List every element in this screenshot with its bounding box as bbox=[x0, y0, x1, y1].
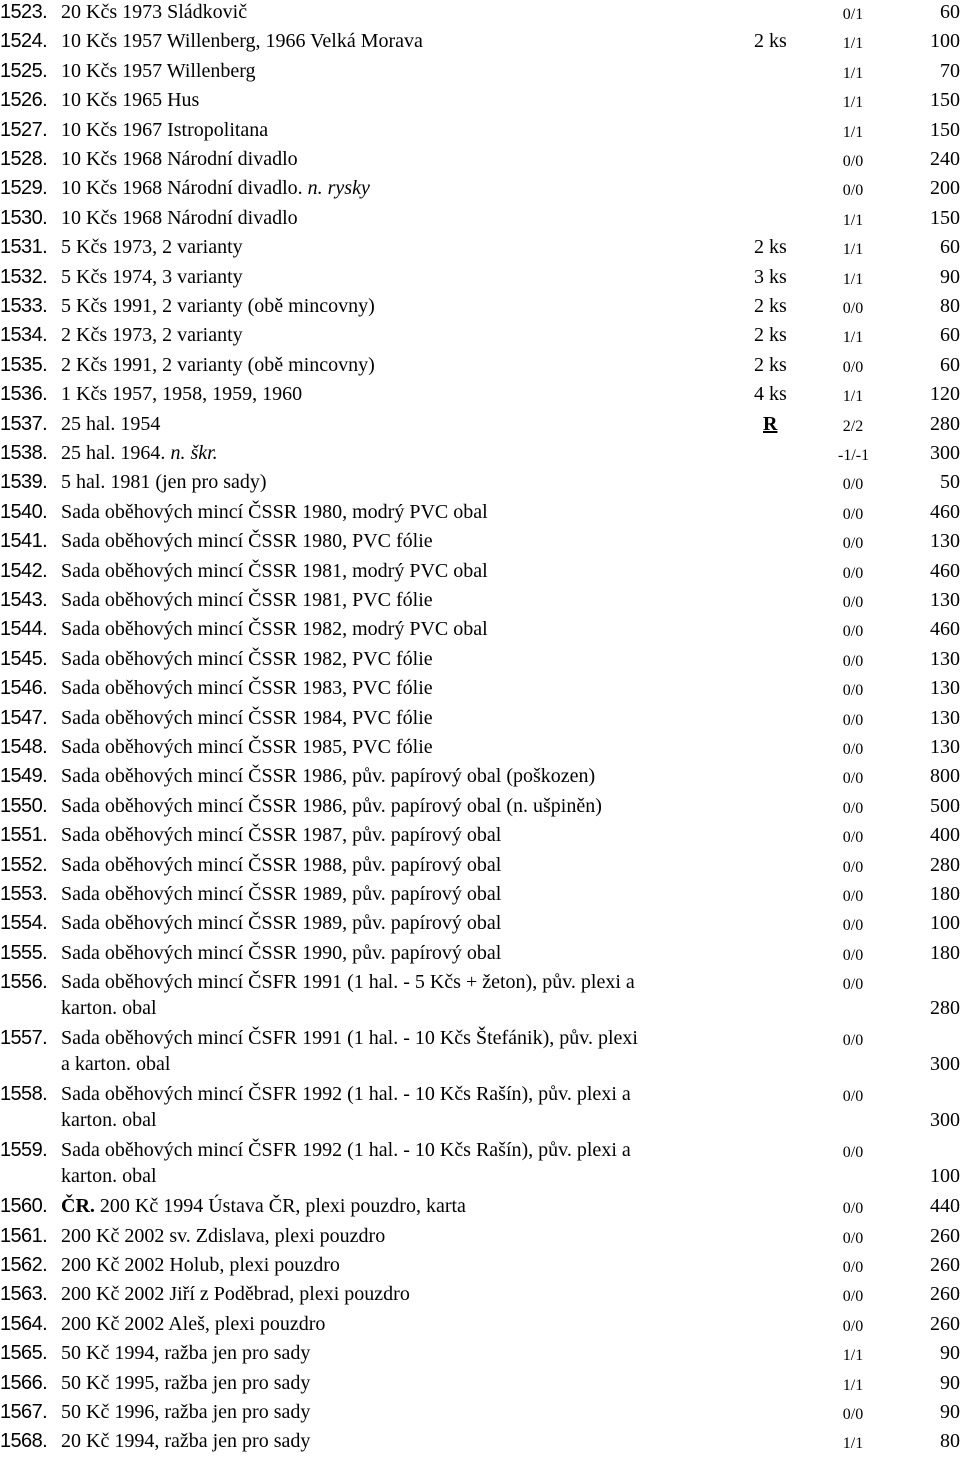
condition-note: n. rysky bbox=[307, 177, 370, 200]
item-price: 460 bbox=[930, 500, 960, 523]
item-description bbox=[61, 353, 375, 377]
description-text: Sada oběhových mincí ČSFR 1991 (1 hal. - 10 Kčs Štefánik), pův. plexi bbox=[61, 1027, 638, 1050]
item-grade: 0/0 bbox=[842, 564, 864, 582]
description-text: 10 Kčs 1967 Istropolitana bbox=[61, 118, 269, 141]
description-text: 10 Kčs 1968 Národní divadlo. bbox=[61, 177, 308, 200]
item-grade: 1/1 bbox=[842, 388, 864, 406]
item-description bbox=[61, 1371, 310, 1395]
description-text: 50 Kč 1996, ražba jen pro sady bbox=[61, 1401, 311, 1423]
item-description bbox=[61, 853, 501, 877]
list-item bbox=[0, 235, 960, 264]
item-number: 1539. bbox=[0, 471, 48, 494]
list-item bbox=[0, 59, 960, 88]
item-price: 100 bbox=[930, 912, 960, 935]
description-text: Sada oběhových mincí ČSSR 1989, pův. papírový obal bbox=[61, 912, 502, 935]
item-price: 260 bbox=[930, 1283, 960, 1306]
item-price: 400 bbox=[930, 824, 960, 847]
item-number: 1557. bbox=[0, 1027, 48, 1050]
item-number: 1531. bbox=[0, 236, 48, 259]
item-number: 1537. bbox=[0, 412, 48, 435]
item-grade: 0/0 bbox=[842, 976, 864, 994]
item-grade: 0/0 bbox=[842, 1259, 864, 1276]
item-price: 260 bbox=[930, 1224, 960, 1247]
item-number: 1551. bbox=[0, 824, 48, 847]
list-item bbox=[0, 1026, 960, 1076]
list-item bbox=[0, 353, 960, 382]
item-price: 130 bbox=[930, 677, 960, 700]
list-item bbox=[0, 1371, 960, 1400]
item-grade: 2/2 bbox=[842, 417, 864, 435]
item-grade: 0/0 bbox=[842, 358, 864, 376]
item-description bbox=[61, 823, 501, 847]
list-item bbox=[0, 1224, 960, 1253]
list-item bbox=[0, 941, 960, 970]
description-text: Sada oběhových mincí ČSSR 1989, pův. papírový obal bbox=[61, 883, 502, 905]
item-price: 460 bbox=[930, 559, 960, 582]
item-grade: 0/0 bbox=[842, 858, 864, 876]
item-grade: 0/0 bbox=[842, 476, 864, 494]
list-item bbox=[0, 823, 960, 852]
item-grade: 0/0 bbox=[842, 623, 864, 641]
item-grade: 0/0 bbox=[842, 153, 864, 170]
item-description bbox=[61, 147, 298, 171]
item-grade: 0/0 bbox=[842, 946, 864, 964]
list-item bbox=[0, 470, 960, 499]
item-description bbox=[61, 735, 433, 759]
item-number: 1534. bbox=[0, 324, 48, 347]
item-number: 1523. bbox=[0, 1, 48, 23]
item-description bbox=[61, 559, 488, 583]
list-item bbox=[0, 559, 960, 588]
item-description bbox=[61, 1429, 310, 1453]
item-price: 280 bbox=[930, 997, 960, 1020]
description-text: 200 Kč 1994 Ústava ČR, plexi pouzdro, karta bbox=[94, 1195, 466, 1218]
item-number: 1558. bbox=[0, 1083, 48, 1106]
item-price: 80 bbox=[940, 295, 960, 317]
item-number: 1532. bbox=[0, 265, 48, 288]
description-text: 200 Kč 2002 Aleš, plexi pouzdro bbox=[61, 1312, 326, 1335]
item-price: 130 bbox=[930, 647, 960, 670]
description-text: 5 hal. 1981 (jen pro sady) bbox=[61, 471, 267, 494]
item-grade: 0/0 bbox=[842, 652, 864, 670]
item-quantity: 2 ks bbox=[754, 353, 787, 376]
item-grade: 1/1 bbox=[842, 329, 864, 347]
item-description-continued: karton. obal bbox=[61, 997, 157, 1020]
item-price: 130 bbox=[930, 589, 960, 611]
item-price: 300 bbox=[930, 1109, 960, 1132]
item-price: 90 bbox=[940, 265, 960, 288]
item-number: 1541. bbox=[0, 530, 48, 553]
item-description bbox=[61, 382, 302, 406]
item-grade: 0/1 bbox=[842, 6, 864, 23]
description-text: 20 Kčs 1973 Sládkovič bbox=[61, 1, 248, 23]
item-price: 150 bbox=[930, 118, 960, 141]
description-text: 50 Kč 1994, ražba jen pro sady bbox=[61, 1342, 311, 1365]
list-item bbox=[0, 412, 960, 441]
item-grade: 0/0 bbox=[842, 1229, 864, 1247]
description-text: 2 Kčs 1991, 2 varianty (obě mincovny) bbox=[61, 353, 375, 376]
item-description bbox=[61, 1253, 340, 1277]
item-price: 60 bbox=[940, 324, 960, 347]
item-price: 800 bbox=[930, 765, 960, 788]
item-price: 200 bbox=[930, 177, 960, 200]
description-text: Sada oběhových mincí ČSFR 1992 (1 hal. - 10 Kčs Rašín), pův. plexi a bbox=[61, 1139, 631, 1162]
item-description bbox=[61, 412, 160, 436]
description-text: 10 Kčs 1957 Willenberg, 1966 Velká Morava bbox=[61, 30, 423, 53]
item-grade: 0/0 bbox=[842, 1032, 864, 1050]
item-description bbox=[61, 882, 501, 906]
item-description bbox=[61, 1400, 310, 1424]
item-number: 1530. bbox=[0, 206, 48, 229]
description-text: Sada oběhových mincí ČSFR 1992 (1 hal. - 10 Kčs Rašín), pův. plexi a bbox=[61, 1083, 631, 1106]
item-number: 1547. bbox=[0, 706, 48, 729]
item-description bbox=[61, 764, 595, 788]
item-description bbox=[61, 294, 375, 318]
item-grade: 0/0 bbox=[842, 594, 864, 611]
item-grade: 1/1 bbox=[842, 35, 864, 53]
list-item bbox=[0, 1082, 960, 1132]
item-grade: 0/0 bbox=[842, 1288, 864, 1306]
item-number: 1556. bbox=[0, 971, 48, 994]
description-text: Sada oběhových mincí ČSSR 1988, pův. papírový obal bbox=[61, 853, 502, 876]
item-number: 1561. bbox=[0, 1224, 48, 1247]
item-grade: 1/1 bbox=[842, 270, 864, 288]
list-item bbox=[0, 206, 960, 235]
list-item bbox=[0, 1429, 960, 1458]
description-text: Sada oběhových mincí ČSSR 1990, pův. papírový obal bbox=[61, 941, 502, 964]
item-number: 1560. bbox=[0, 1195, 48, 1218]
item-quantity: 2 ks bbox=[754, 30, 787, 53]
item-description bbox=[61, 1026, 638, 1050]
item-number: 1529. bbox=[0, 177, 48, 200]
item-number: 1524. bbox=[0, 30, 48, 53]
description-text: Sada oběhových mincí ČSSR 1981, modrý PVC obal bbox=[61, 559, 488, 582]
item-quantity: 2 ks bbox=[754, 295, 787, 317]
item-number: 1566. bbox=[0, 1371, 48, 1394]
item-grade: 0/0 bbox=[842, 1144, 864, 1162]
list-item bbox=[0, 1194, 960, 1223]
rarity-mark: R bbox=[763, 412, 778, 435]
item-grade: 0/0 bbox=[842, 505, 864, 523]
list-item bbox=[0, 735, 960, 764]
item-price: 130 bbox=[930, 530, 960, 553]
item-number: 1568. bbox=[0, 1430, 48, 1453]
list-item bbox=[0, 647, 960, 676]
item-number: 1536. bbox=[0, 383, 48, 406]
description-text: 5 Kčs 1991, 2 varianty (obě mincovny) bbox=[61, 295, 375, 317]
list-item bbox=[0, 1341, 960, 1370]
item-quantity: 4 ks bbox=[754, 383, 787, 406]
description-text: 2 Kčs 1973, 2 varianty bbox=[61, 324, 243, 347]
item-number: 1526. bbox=[0, 89, 48, 112]
list-item bbox=[0, 706, 960, 735]
item-grade: 0/0 bbox=[842, 888, 864, 905]
item-number: 1564. bbox=[0, 1312, 48, 1335]
item-description bbox=[61, 470, 267, 494]
list-item bbox=[0, 176, 960, 205]
list-item bbox=[0, 617, 960, 646]
description-text: 50 Kč 1995, ražba jen pro sady bbox=[61, 1371, 311, 1394]
list-item bbox=[0, 970, 960, 1020]
item-number: 1544. bbox=[0, 618, 48, 641]
item-price: 100 bbox=[930, 1165, 960, 1188]
item-description bbox=[61, 29, 423, 53]
item-number: 1525. bbox=[0, 59, 48, 82]
item-price: 300 bbox=[930, 1053, 960, 1076]
description-text: Sada oběhových mincí ČSSR 1980, modrý PVC obal bbox=[61, 500, 488, 523]
item-number: 1527. bbox=[0, 118, 48, 141]
item-description bbox=[61, 1194, 466, 1218]
item-number: 1549. bbox=[0, 765, 48, 788]
description-text: Sada oběhových mincí ČSSR 1983, PVC fólie bbox=[61, 677, 433, 700]
description-text: 200 Kč 2002 sv. Zdislava, plexi pouzdro bbox=[61, 1224, 386, 1247]
description-text: Sada oběhových mincí ČSSR 1985, PVC fólie bbox=[61, 736, 433, 758]
item-price: 130 bbox=[930, 706, 960, 729]
item-grade: 0/0 bbox=[842, 1088, 864, 1106]
item-price: 180 bbox=[930, 883, 960, 905]
item-description bbox=[61, 441, 218, 465]
item-description-continued: a karton. obal bbox=[61, 1053, 171, 1076]
item-grade: 1/1 bbox=[842, 1376, 864, 1394]
item-grade: 0/0 bbox=[842, 182, 864, 200]
item-price: 100 bbox=[930, 30, 960, 53]
item-number: 1553. bbox=[0, 883, 48, 905]
item-description-continued: karton. obal bbox=[61, 1109, 157, 1132]
item-grade: 1/1 bbox=[842, 94, 864, 112]
item-price: 90 bbox=[940, 1371, 960, 1394]
item-number: 1565. bbox=[0, 1342, 48, 1365]
item-description bbox=[61, 617, 488, 641]
item-grade: 1/1 bbox=[842, 1435, 864, 1453]
list-item bbox=[0, 382, 960, 411]
list-item bbox=[0, 1138, 960, 1188]
item-grade: 0/0 bbox=[842, 829, 864, 847]
item-description bbox=[61, 647, 433, 671]
condition-note: n. škr. bbox=[170, 442, 218, 464]
description-text: Sada oběhových mincí ČSSR 1986, pův. papírový obal (poškozen) bbox=[61, 765, 596, 788]
list-item bbox=[0, 294, 960, 323]
list-item bbox=[0, 147, 960, 176]
item-price: 260 bbox=[930, 1312, 960, 1335]
list-item bbox=[0, 794, 960, 823]
item-price: 180 bbox=[930, 941, 960, 964]
item-number: 1567. bbox=[0, 1401, 48, 1423]
item-number: 1545. bbox=[0, 647, 48, 670]
item-description bbox=[61, 176, 370, 200]
item-grade: 0/0 bbox=[842, 1200, 864, 1218]
item-price: 500 bbox=[930, 794, 960, 817]
item-grade: 1/1 bbox=[842, 64, 864, 82]
item-number: 1559. bbox=[0, 1139, 48, 1162]
item-price: 260 bbox=[930, 1254, 960, 1276]
description-text: 25 hal. 1964. bbox=[61, 442, 171, 464]
list-item bbox=[0, 588, 960, 617]
list-item bbox=[0, 118, 960, 147]
item-description bbox=[61, 676, 433, 700]
item-price: 460 bbox=[930, 618, 960, 641]
list-item bbox=[0, 529, 960, 558]
item-grade: -1/-1 bbox=[838, 447, 870, 464]
description-text: 20 Kč 1994, ražba jen pro sady bbox=[61, 1430, 311, 1453]
description-text: 10 Kčs 1968 Národní divadlo bbox=[61, 148, 298, 170]
list-item bbox=[0, 911, 960, 940]
item-price: 70 bbox=[940, 59, 960, 82]
item-grade: 0/0 bbox=[842, 682, 864, 700]
description-text: 5 Kčs 1974, 3 varianty bbox=[61, 265, 243, 288]
item-number: 1550. bbox=[0, 794, 48, 817]
item-grade: 1/1 bbox=[842, 211, 864, 229]
description-text: Sada oběhových mincí ČSSR 1984, PVC fólie bbox=[61, 706, 433, 729]
item-number: 1535. bbox=[0, 353, 48, 376]
description-text: Sada oběhových mincí ČSSR 1982, PVC fólie bbox=[61, 647, 433, 670]
description-text: Sada oběhových mincí ČSSR 1987, pův. papírový obal bbox=[61, 824, 502, 847]
item-quantity: 3 ks bbox=[754, 265, 787, 288]
item-description bbox=[61, 88, 199, 112]
item-number: 1540. bbox=[0, 500, 48, 523]
list-item bbox=[0, 0, 960, 29]
item-grade: 0/0 bbox=[842, 770, 864, 788]
item-number: 1546. bbox=[0, 677, 48, 700]
list-item bbox=[0, 1253, 960, 1282]
item-price: 60 bbox=[940, 353, 960, 376]
item-description bbox=[61, 529, 433, 553]
item-price: 60 bbox=[940, 1, 960, 23]
list-item bbox=[0, 1282, 960, 1311]
description-text: Sada oběhových mincí ČSSR 1981, PVC fólie bbox=[61, 589, 433, 611]
description-text: Sada oběhových mincí ČSSR 1986, pův. papírový obal (n. ušpiněn) bbox=[61, 794, 602, 817]
item-price: 50 bbox=[940, 471, 960, 494]
list-item bbox=[0, 676, 960, 705]
item-number: 1542. bbox=[0, 559, 48, 582]
item-number: 1562. bbox=[0, 1254, 48, 1276]
item-description bbox=[61, 794, 602, 818]
list-item bbox=[0, 1312, 960, 1341]
item-price: 90 bbox=[940, 1342, 960, 1365]
description-text: 10 Kčs 1957 Willenberg bbox=[61, 59, 256, 82]
item-price: 280 bbox=[930, 853, 960, 876]
country-label: ČR. bbox=[61, 1195, 95, 1218]
item-grade: 1/1 bbox=[842, 241, 864, 259]
item-description bbox=[61, 0, 247, 24]
description-text: Sada oběhových mincí ČSSR 1980, PVC fólie bbox=[61, 530, 433, 553]
item-price: 150 bbox=[930, 89, 960, 112]
description-text: Sada oběhových mincí ČSSR 1982, modrý PVC obal bbox=[61, 618, 488, 641]
item-number: 1528. bbox=[0, 148, 48, 170]
item-price: 120 bbox=[930, 383, 960, 406]
list-item bbox=[0, 500, 960, 529]
list-item bbox=[0, 853, 960, 882]
item-number: 1538. bbox=[0, 442, 48, 464]
item-number: 1552. bbox=[0, 853, 48, 876]
item-description bbox=[61, 235, 243, 259]
item-grade: 0/0 bbox=[842, 917, 864, 935]
item-description bbox=[61, 911, 501, 935]
item-description bbox=[61, 1341, 310, 1365]
description-text: 10 Kčs 1968 Národní divadlo bbox=[61, 206, 298, 229]
item-grade: 0/0 bbox=[842, 535, 864, 553]
item-price: 300 bbox=[930, 442, 960, 464]
item-description bbox=[61, 59, 256, 83]
item-grade: 1/1 bbox=[842, 1347, 864, 1365]
item-grade: 0/0 bbox=[842, 711, 864, 729]
item-description bbox=[61, 706, 433, 730]
item-price: 280 bbox=[930, 412, 960, 435]
item-quantity: 2 ks bbox=[754, 236, 787, 259]
item-description bbox=[61, 1138, 631, 1162]
list-item bbox=[0, 29, 960, 58]
item-description bbox=[61, 206, 298, 230]
list-item bbox=[0, 1400, 960, 1429]
list-item bbox=[0, 88, 960, 117]
list-item bbox=[0, 764, 960, 793]
item-description bbox=[61, 1224, 385, 1248]
item-grade: 0/0 bbox=[842, 300, 864, 317]
list-item bbox=[0, 265, 960, 294]
item-price: 150 bbox=[930, 206, 960, 229]
item-number: 1533. bbox=[0, 295, 48, 317]
item-price: 60 bbox=[940, 236, 960, 259]
item-number: 1555. bbox=[0, 941, 48, 964]
item-description bbox=[61, 1312, 325, 1336]
item-number: 1554. bbox=[0, 912, 48, 935]
description-text: 200 Kč 2002 Jiří z Poděbrad, plexi pouzdro bbox=[61, 1283, 410, 1306]
item-grade: 0/0 bbox=[842, 1317, 864, 1335]
item-description bbox=[61, 118, 268, 142]
list-item bbox=[0, 882, 960, 911]
item-price: 240 bbox=[930, 148, 960, 170]
item-description bbox=[61, 588, 433, 612]
item-number: 1563. bbox=[0, 1283, 48, 1306]
item-description bbox=[61, 1082, 631, 1106]
item-price: 90 bbox=[940, 1401, 960, 1423]
description-text: 10 Kčs 1965 Hus bbox=[61, 89, 200, 112]
item-description bbox=[61, 941, 501, 965]
description-text: Sada oběhových mincí ČSFR 1991 (1 hal. - 5 Kčs + žeton), pův. plexi a bbox=[61, 971, 635, 994]
list-item bbox=[0, 441, 960, 470]
item-price: 130 bbox=[930, 736, 960, 758]
item-quantity: 2 ks bbox=[754, 324, 787, 347]
list-item bbox=[0, 323, 960, 352]
item-number: 1543. bbox=[0, 589, 48, 611]
item-description bbox=[61, 1282, 410, 1306]
item-description bbox=[61, 265, 243, 289]
description-text: 5 Kčs 1973, 2 varianty bbox=[61, 236, 243, 259]
description-text: 200 Kč 2002 Holub, plexi pouzdro bbox=[61, 1254, 340, 1276]
item-grade: 1/1 bbox=[842, 123, 864, 141]
item-description bbox=[61, 970, 635, 994]
item-grade: 0/0 bbox=[842, 1406, 864, 1423]
item-grade: 0/0 bbox=[842, 799, 864, 817]
item-price: 80 bbox=[940, 1430, 960, 1453]
item-number: 1548. bbox=[0, 736, 48, 758]
description-text: 25 hal. 1954 bbox=[61, 412, 161, 435]
item-price: 440 bbox=[930, 1195, 960, 1218]
item-description bbox=[61, 500, 488, 524]
description-text: 1 Kčs 1957, 1958, 1959, 1960 bbox=[61, 383, 303, 406]
item-description-continued: karton. obal bbox=[61, 1165, 157, 1188]
item-description bbox=[61, 323, 243, 347]
item-grade: 0/0 bbox=[842, 741, 864, 758]
